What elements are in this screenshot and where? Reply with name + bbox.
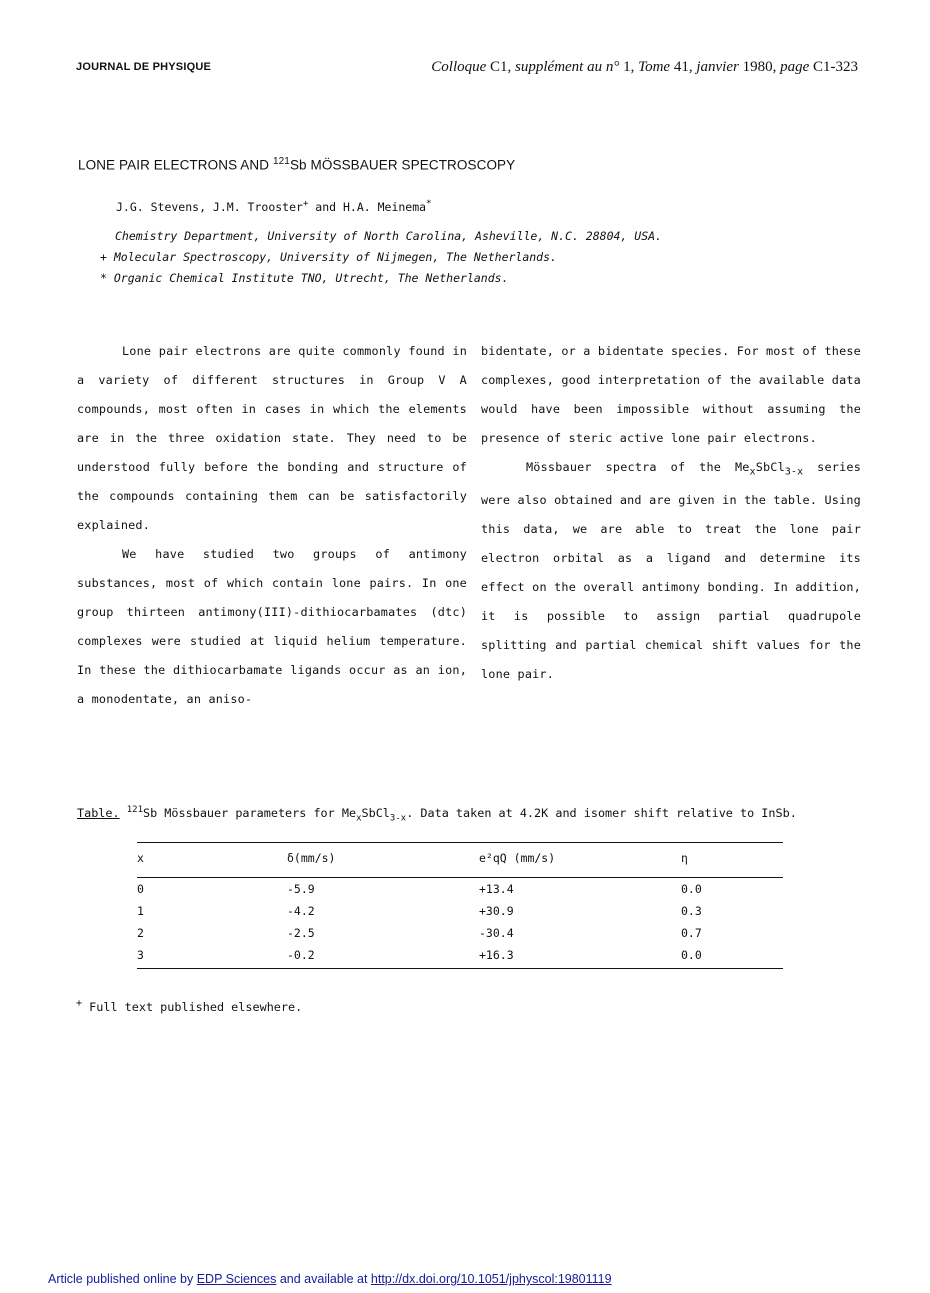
author-mark-plus: + bbox=[302, 199, 309, 209]
title-isotope: 121 bbox=[272, 156, 290, 167]
table-cell: 3 bbox=[137, 948, 144, 962]
caption-subscript: x bbox=[356, 813, 362, 824]
affiliation-2: + Molecular Spectroscopy, University of Nijmegen, The Netherlands. bbox=[100, 250, 557, 264]
paragraph: We have studied two groups of antimony substances, most of which contain lone pairs. In one group thirteen antimony(III)-dithiocarbamates (dtc) complexes were studied at liquid helium temperature. In these the dithiocarbamate ligands occur as an ion, a monodentate, an aniso- bbox=[77, 547, 467, 706]
notice-prefix: Article published online by bbox=[48, 1272, 197, 1286]
issue-tome: Tome bbox=[638, 59, 671, 75]
column-header: e²qQ (mm/s) bbox=[479, 851, 556, 865]
author-mark-star: * bbox=[426, 199, 432, 209]
author-list bbox=[116, 199, 431, 214]
journal-name: JOURNAL DE PHYSIQUE bbox=[76, 61, 212, 73]
formula-subscript: x bbox=[749, 466, 756, 478]
table-row bbox=[137, 900, 783, 922]
table-cell: +16.3 bbox=[479, 948, 514, 962]
issue-page: C1-323 bbox=[809, 59, 858, 75]
column-header: δ(mm/s) bbox=[287, 851, 336, 865]
issue-reference bbox=[431, 59, 858, 76]
text-run: series were also obtained and are given in the table. Using this data, we are able to treat the lone pair electron orbital as a ligand and determine its effect on the overall antimony bonding. In addition, it is possible to assign partial quadrupole splitting and partial chemical shift values for the lone pair. bbox=[481, 460, 861, 682]
body-column-left bbox=[77, 337, 467, 714]
issue-tome-number: 41, bbox=[670, 59, 697, 75]
table-row bbox=[137, 878, 783, 900]
issue-supplement-number: 1, bbox=[619, 59, 639, 75]
formula-subscript: 3-x bbox=[784, 466, 804, 478]
publication-notice bbox=[48, 1272, 612, 1286]
issue-page-label: page bbox=[780, 59, 810, 75]
paragraph: bidentate, or a bidentate species. For most of these complexes, good interpretation of the available data would have been impossible without assuming the presence of steric active lone pair electrons. bbox=[481, 344, 861, 445]
author-group-1: J.G. Stevens, J.M. Trooster bbox=[116, 199, 303, 214]
caption-subscript: 3-x bbox=[389, 813, 407, 824]
issue-month: janvier bbox=[696, 59, 739, 75]
title-before: LONE PAIR ELECTRONS AND bbox=[78, 157, 273, 173]
issue-supplement: supplément au n° bbox=[515, 59, 620, 75]
table-header-row bbox=[137, 843, 783, 873]
table-row bbox=[137, 922, 783, 944]
table-cell: -2.5 bbox=[287, 926, 315, 940]
caption-text: . Data taken at 4.2K and isomer shift relative to InSb. bbox=[406, 805, 797, 820]
column-header: η bbox=[681, 851, 688, 865]
issue-number: C1, bbox=[486, 59, 516, 75]
footnote-mark: + bbox=[76, 998, 83, 1009]
table-rule bbox=[137, 968, 783, 969]
table-label: Table. bbox=[77, 805, 120, 820]
table-cell: -30.4 bbox=[479, 926, 514, 940]
table-row bbox=[137, 944, 783, 966]
column-header: x bbox=[137, 851, 144, 865]
notice-middle: and available at bbox=[276, 1272, 371, 1286]
table-cell: 0.7 bbox=[681, 926, 702, 940]
paragraph bbox=[481, 453, 861, 689]
paragraph: Lone pair electrons are quite commonly found in a variety of different structures in Group V A compounds, most often in cases in which the elements are in the three oxidation state. They need to be understood fully before the bonding and structure of the compounds containing them can be satisfactorily explained. bbox=[77, 344, 467, 532]
table-cell: 0.0 bbox=[681, 948, 702, 962]
footnote-text: Full text published elsewhere. bbox=[82, 999, 303, 1014]
issue-colloque: Colloque bbox=[431, 59, 487, 75]
publisher-link[interactable]: EDP Sciences bbox=[196, 1272, 277, 1286]
table-cell: +30.9 bbox=[479, 904, 514, 918]
doi-link[interactable]: http://dx.doi.org/10.1051/jphyscol:19801119 bbox=[370, 1272, 612, 1286]
text-run: SbCl bbox=[755, 460, 785, 474]
footnote bbox=[76, 998, 302, 1014]
affiliation-1: Chemistry Department, University of North Carolina, Asheville, N.C. 28804, USA. bbox=[115, 229, 662, 243]
body-column-right bbox=[481, 337, 861, 689]
caption-text: Sb Mössbauer parameters for Me bbox=[143, 805, 357, 820]
table-cell: 0.3 bbox=[681, 904, 702, 918]
affiliation-3: * Organic Chemical Institute TNO, Utrecht, The Netherlands. bbox=[100, 271, 509, 285]
table-cell: -5.9 bbox=[287, 882, 315, 896]
table-cell: 1 bbox=[137, 904, 144, 918]
data-table bbox=[137, 842, 783, 969]
title-after: Sb MÖSSBAUER SPECTROSCOPY bbox=[289, 157, 516, 173]
issue-year: 1980, bbox=[738, 59, 781, 75]
table-cell: 2 bbox=[137, 926, 144, 940]
caption-isotope: 121 bbox=[126, 805, 143, 815]
table-caption bbox=[77, 800, 797, 828]
table-cell: 0.0 bbox=[681, 882, 702, 896]
table-cell: +13.4 bbox=[479, 882, 514, 896]
text-run: Mössbauer spectra of the Me bbox=[526, 460, 750, 474]
paper-title bbox=[78, 156, 515, 173]
table-cell: 0 bbox=[137, 882, 144, 896]
author-group-2: and H.A. Meinema bbox=[308, 199, 427, 214]
table-cell: -0.2 bbox=[287, 948, 315, 962]
table-cell: -4.2 bbox=[287, 904, 315, 918]
caption-text: SbCl bbox=[361, 805, 390, 820]
